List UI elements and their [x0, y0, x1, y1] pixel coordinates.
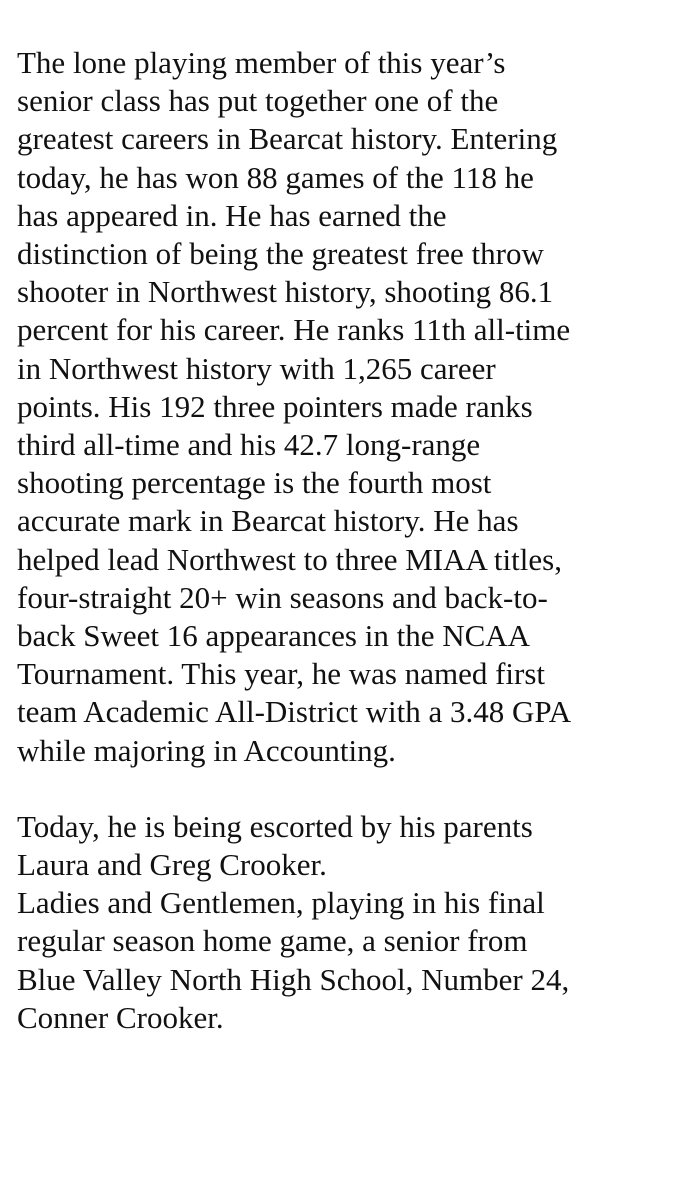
text-line: Conner Crooker. — [17, 999, 224, 1035]
text-line: back Sweet 16 appearances in the NCAA — [17, 618, 531, 654]
text-line: in Northwest history with 1,265 career — [17, 350, 496, 386]
text-line: shooter in Northwest history, shooting 86.1 — [17, 274, 554, 310]
text-line: Blue Valley North High School, Number 24, — [17, 961, 570, 997]
text-line: Today, he is being escorted by his parents — [17, 808, 533, 844]
text-line: Tournament. This year, he was named first — [17, 656, 546, 692]
text-line: today, he has won 88 games of the 118 he — [17, 159, 534, 195]
text-line: four-straight 20+ win seasons and back-to- — [17, 579, 548, 615]
text-line: shooting percentage is the fourth most — [17, 465, 492, 501]
text-line: regular season home game, a senior from — [17, 923, 528, 959]
text-line: percent for his career. He ranks 11th all-time — [17, 312, 571, 348]
document-body — [17, 44, 667, 1037]
text-line: Ladies and Gentlemen, playing in his final — [17, 885, 545, 921]
text-line: while majoring in Accounting. — [17, 732, 396, 768]
text-line: team Academic All-District with a 3.48 GPA — [17, 694, 572, 730]
text-line: third all-time and his 42.7 long-range — [17, 427, 481, 463]
career-summary-paragraph — [17, 44, 667, 770]
text-line: points. His 192 three pointers made ranks — [17, 388, 533, 424]
text-line: Laura and Greg Crooker. — [17, 847, 327, 883]
text-line: accurate mark in Bearcat history. He has — [17, 503, 519, 539]
text-line: has appeared in. He has earned the — [17, 197, 447, 233]
text-line: distinction of being the greatest free throw — [17, 236, 544, 272]
text-line: senior class has put together one of the — [17, 83, 499, 119]
introduction-paragraph — [17, 808, 667, 1037]
text-line: The lone playing member of this year’s — [17, 45, 506, 80]
text-line: greatest careers in Bearcat history. Entering — [17, 121, 558, 157]
text-line: helped lead Northwest to three MIAA titles, — [17, 541, 562, 577]
